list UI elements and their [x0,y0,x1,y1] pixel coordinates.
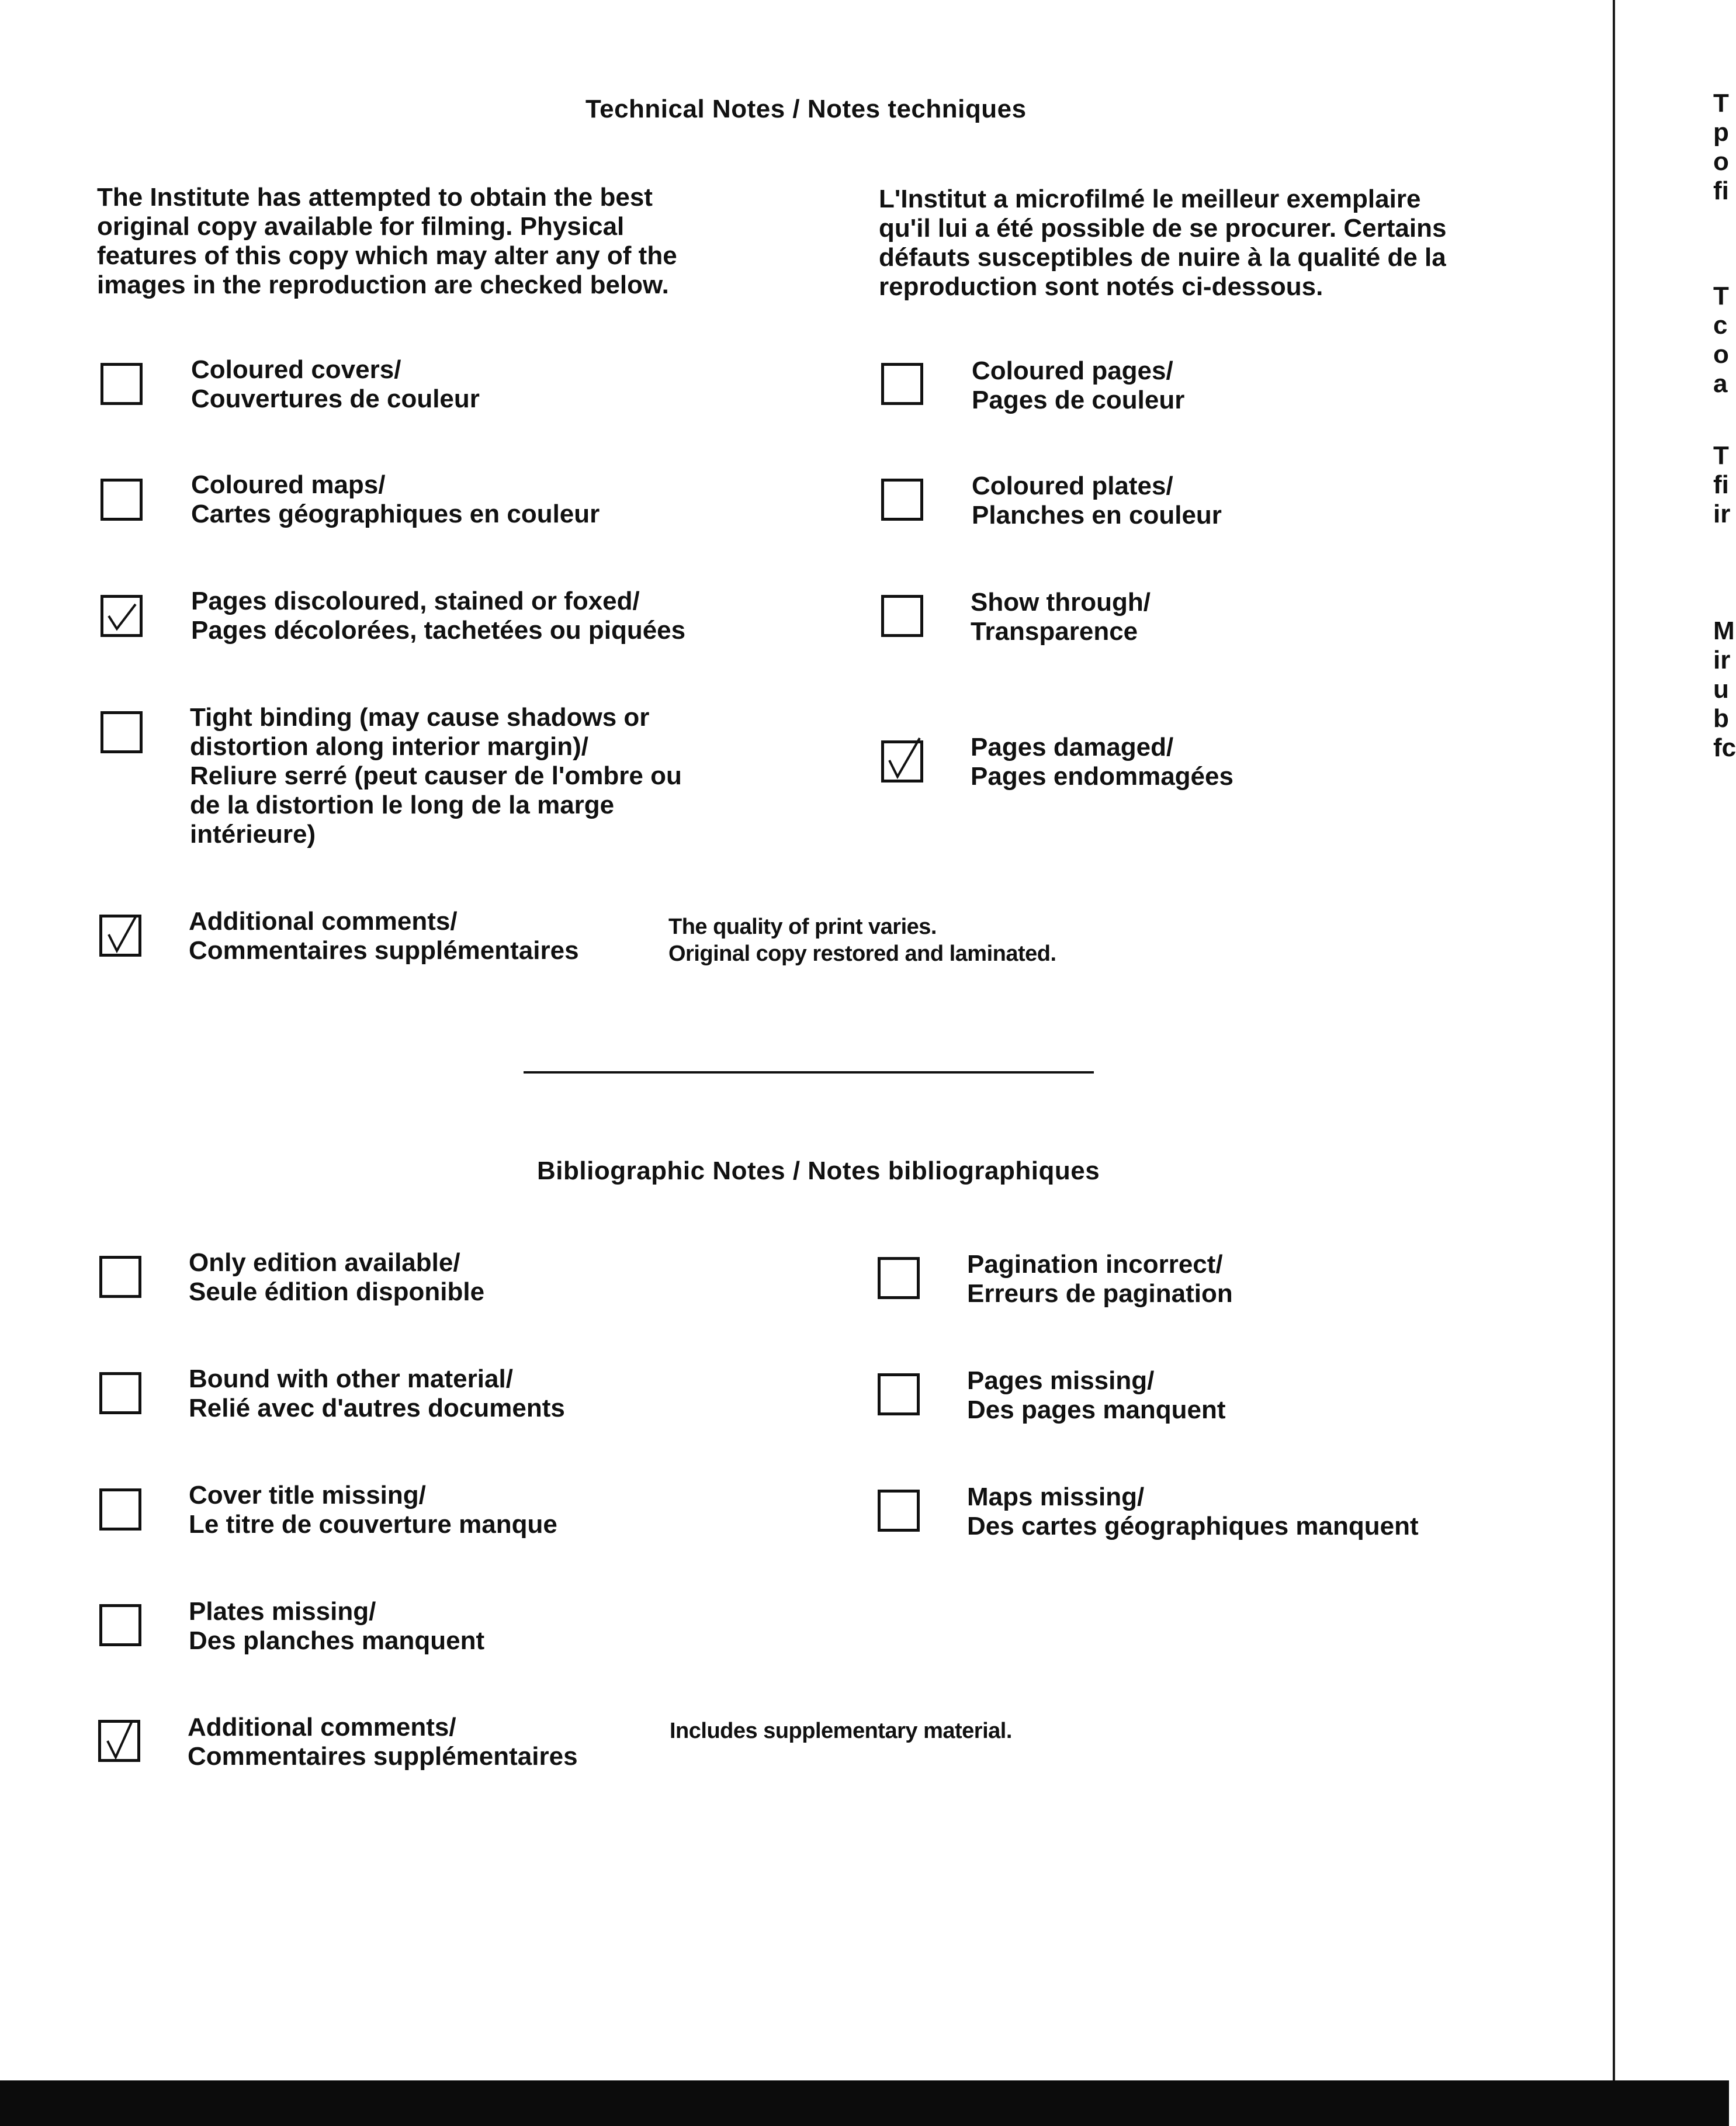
checkbox-maps-missing[interactable] [878,1490,920,1532]
option-label-fr: Relié avec d'autres documents [189,1394,565,1422]
option-coloured-plates [972,472,1222,530]
fragment-line: b [1713,704,1729,733]
intro-line: images in the reproduction are checked below. [97,271,669,299]
option-pagination-incorrect [967,1250,1233,1308]
checkbox-pagination-incorrect[interactable] [878,1257,920,1299]
option-label-fr: Commentaires supplémentaires [189,936,579,965]
option-label-fr: Seule édition disponible [189,1277,485,1306]
intro-line: features of this copy which may alter any of the [97,241,677,270]
technical-intro-french [879,185,1446,302]
adjacent-text-fragment [1713,282,1729,399]
checkbox-show-through[interactable] [881,595,923,637]
option-label-fr: Transparence [971,617,1138,646]
fragment-line: o [1713,147,1729,176]
option-label-en: Coloured maps/ [191,470,386,499]
option-label-en: Cover title missing/ [189,1481,426,1509]
adjacent-text-fragment [1713,617,1736,763]
fragment-line: ir [1713,500,1731,528]
fragment-line: a [1713,369,1728,398]
checkbox-additional-comments-bibliographic[interactable] [98,1720,140,1762]
checkmark-icon [881,740,923,782]
adjacent-page-edge [1613,0,1736,2080]
checkbox-plates-missing[interactable] [99,1604,141,1646]
fragment-line: u [1713,675,1729,704]
option-label-en: Pages missing/ [967,1366,1155,1395]
checkbox-pages-damaged[interactable] [881,740,923,782]
checkbox-coloured-plates[interactable] [881,479,923,521]
checkbox-coloured-maps[interactable] [101,479,143,521]
option-label-en: Coloured pages/ [972,356,1173,385]
fragment-line: fc [1713,733,1736,762]
checkbox-coloured-covers[interactable] [101,363,143,405]
option-label-fr: intérieure) [190,820,316,849]
option-coloured-pages [972,356,1184,415]
option-label-fr: Des pages manquent [967,1396,1226,1424]
checkbox-cover-title-missing[interactable] [99,1488,141,1531]
option-pages-missing [967,1366,1226,1425]
option-pages-damaged [971,733,1233,791]
option-label-en: Bound with other material/ [189,1365,513,1393]
fragment-line: T [1713,282,1729,310]
checkbox-pages-missing[interactable] [878,1373,920,1415]
fragment-line: ir [1713,646,1731,674]
adjacent-text-fragment [1713,89,1729,206]
adjacent-text-fragment [1713,441,1730,529]
option-show-through [971,588,1151,646]
checkbox-tight-binding[interactable] [101,711,143,753]
option-label-en: Plates missing/ [189,1597,376,1626]
section-divider [524,1071,1094,1074]
comment-line: Includes supplementary material. [670,1719,1012,1743]
option-label-fr: Le titre de couverture manque [189,1510,557,1539]
option-label-fr: Des cartes géographiques manquent [967,1512,1419,1540]
option-tight-binding [190,703,682,849]
option-label-fr: Erreurs de pagination [967,1279,1233,1308]
option-label-fr: Couvertures de couleur [191,385,480,413]
checkbox-bound-with-other[interactable] [99,1372,141,1414]
option-label-en: Pagination incorrect/ [967,1250,1223,1279]
checkmark-icon [99,915,141,957]
option-coloured-maps [191,470,600,529]
comment-line: The quality of print varies. [668,915,937,939]
option-label-fr: Cartes géographiques en couleur [191,500,600,528]
option-additional-comments-bibliographic [188,1713,578,1771]
fragment-line: p [1713,118,1729,147]
checkmark-icon [101,595,143,637]
option-label-fr: Commentaires supplémentaires [188,1742,578,1771]
fragment-line: M [1713,617,1735,645]
option-pages-discoloured [191,587,685,645]
option-label-en: Coloured plates/ [972,472,1173,500]
comment-line: Original copy restored and laminated. [668,941,1056,966]
option-maps-missing [967,1483,1419,1541]
option-label-fr: Pages de couleur [972,386,1185,414]
intro-line: original copy available for filming. Physical [97,212,625,241]
scan-bottom-border [0,2080,1729,2126]
option-label-fr: de la distortion le long de la marge [190,791,615,819]
intro-line: The Institute has attempted to obtain the best [97,183,653,212]
fragment-line: T [1713,89,1729,117]
option-label-en: Pages discoloured, stained or foxed/ [191,587,640,615]
bibliographic-notes-title: Bibliographic Notes / Notes bibliographiques [537,1157,1100,1185]
bibliographic-comments-text [670,1718,1012,1744]
technical-intro-english [97,183,677,300]
checkbox-coloured-pages[interactable] [881,363,923,405]
option-label-en: Additional comments/ [189,907,458,936]
intro-line: reproduction sont notés ci-dessous. [879,272,1323,301]
checkbox-additional-comments-technical[interactable] [99,915,141,957]
fragment-line: T [1713,441,1729,470]
technical-notes-title: Technical Notes / Notes techniques [585,95,1027,123]
option-label-en: Only edition available/ [189,1248,460,1277]
option-label-fr: Des planches manquent [189,1626,485,1655]
option-label-en: Show through/ [971,588,1151,617]
intro-line: L'Institut a microfilmé le meilleur exemplaire [879,185,1421,213]
fragment-line: c [1713,311,1728,340]
fragment-line: fi [1713,176,1729,205]
option-label-en: Maps missing/ [967,1483,1145,1511]
option-cover-title-missing [189,1481,557,1539]
intro-line: qu'il lui a été possible de se procurer. Certains [879,214,1447,243]
checkmark-icon [98,1720,140,1762]
option-plates-missing [189,1597,484,1656]
option-coloured-covers [191,355,480,414]
fragment-line: o [1713,340,1729,369]
option-label-en: Tight binding (may cause shadows or [190,703,650,732]
option-label-en: Additional comments/ [188,1713,456,1741]
technical-comments-text [668,913,1056,967]
option-label-fr: Pages endommagées [971,762,1233,791]
option-label-fr: Planches en couleur [972,501,1222,529]
option-only-edition [189,1248,484,1307]
option-label-fr: Pages décolorées, tachetées ou piquées [191,616,686,645]
option-label-en: distortion along interior margin)/ [190,732,588,761]
option-bound-with-other [189,1365,565,1423]
option-additional-comments-technical [189,907,579,965]
fragment-line: fi [1713,470,1729,499]
intro-line: défauts susceptibles de nuire à la qualité de la [879,243,1446,272]
option-label-en: Coloured covers/ [191,355,401,384]
checkbox-only-edition[interactable] [99,1256,141,1298]
checkbox-pages-discoloured[interactable] [101,595,143,637]
option-label-en: Pages damaged/ [971,733,1174,761]
option-label-fr: Reliure serré (peut causer de l'ombre ou [190,761,682,790]
